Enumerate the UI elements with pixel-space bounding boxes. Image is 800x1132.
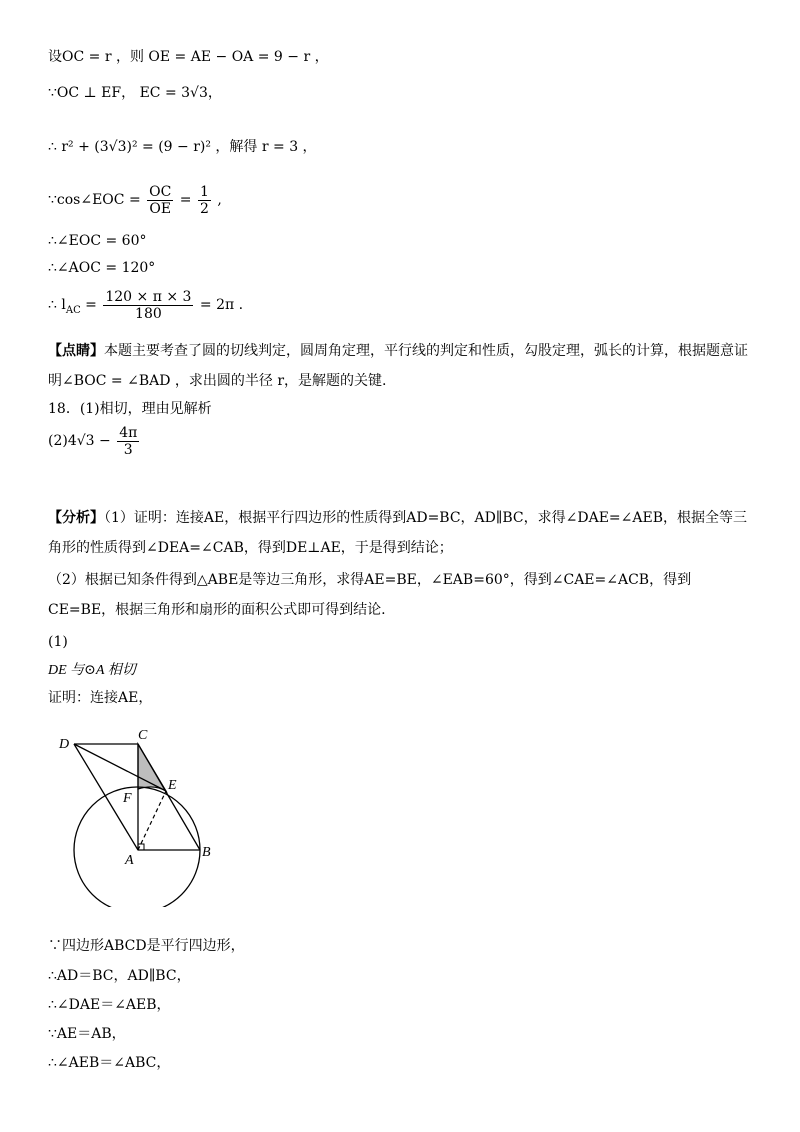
frac-num: 4π [119, 424, 138, 441]
frac-den: OE [149, 200, 172, 217]
segment-cb [138, 744, 200, 850]
proof-line-3: ∴∠DAE＝∠AEB， [48, 997, 171, 1013]
frac-num: OC [149, 183, 172, 200]
frac-den: 2 [199, 200, 209, 217]
line-aoc-120: ∴∠AOC = 120° [48, 260, 156, 276]
line-pythagoras [48, 137, 317, 157]
solve-r: ，解得 r = 3 ， [215, 139, 317, 155]
dianjing-paragraph [48, 336, 758, 396]
label-f: F [123, 791, 132, 806]
geometry-figure [56, 722, 236, 907]
fenxi-p2: （2）根据已知条件得到△ABE是等边三角形，求得AE=BE，∠EAB=60°，得到∠CAE=∠ACB，得到CE=BE，根据三角形和扇形的面积公式即可得到结论. [48, 572, 692, 618]
fenxi-label: 【分析】 [48, 510, 104, 526]
proof-line-5: ∴∠AEB＝∠ABC， [48, 1055, 171, 1071]
frac-den: 3 [123, 441, 133, 458]
arc-subscript: AC [65, 304, 81, 316]
frac-den: 180 [135, 305, 162, 322]
proof-line-4: ∵AE＝AB， [48, 1026, 126, 1042]
arc-result: = 2π . [199, 297, 244, 313]
part1-label: (1) [48, 634, 68, 650]
proof-line-1: ∵四边形ABCD是平行四边形， [48, 938, 245, 954]
frac-num: 120 × π × 3 [105, 288, 192, 305]
ec-value: EC = 3√3 [139, 85, 208, 101]
line-oc-perp-ef: ∵OC ⊥ EF， EC = 3√3， [48, 85, 222, 101]
label-c: C [138, 728, 148, 743]
fenxi-paragraph [48, 503, 758, 563]
part1-proof-start: 证明：连接AE， [48, 690, 153, 706]
dianjing-text: 本题主要考查了圆的切线判定，圆周角定理，平行线的判定和性质，勾股定理，弧长的计算，根据题意证明∠BOC = ∠BAD ，求出圆的半径 r，是解题的关键. [48, 343, 748, 389]
part1-conclusion: DE 与⊙A 相切 [48, 663, 136, 678]
pythagoras-eq: ∴ r² + (3√3)² = (9 − r)² [48, 139, 211, 155]
label-e: E [168, 778, 177, 793]
fraction-arc [103, 289, 193, 322]
line-eoc-60: ∴∠EOC = 60° [48, 233, 147, 249]
label-d: D [59, 737, 70, 752]
dianjing-label: 【点睛】 [48, 343, 104, 359]
label-a: A [125, 853, 134, 868]
fraction-4pi-3 [117, 425, 139, 458]
oc-perp-ef: ∵OC ⊥ EF [48, 85, 122, 101]
proof-line-2: ∴AD＝BC，AD∥BC， [48, 968, 191, 984]
fraction-one-half [198, 184, 211, 217]
fenxi-paragraph-2 [48, 565, 758, 625]
q18-answer-2 [48, 424, 141, 458]
q18-title: 18．(1)相切，理由见解析 [48, 401, 212, 417]
line-cos-eoc [48, 183, 222, 217]
segment-ae-dashed [138, 791, 166, 850]
equals: = [85, 297, 97, 313]
frac-num: 1 [199, 183, 209, 200]
circle-a [74, 787, 200, 907]
arc-l: ∴ l [48, 297, 66, 313]
fenxi-p1: （1）证明：连接AE，根据平行四边形的性质得到AD=BC，AD∥BC，求得∠DAE=∠AEB，根据全等三角形的性质得到∠DEA=∠CAB，得到DE⊥AE，于是得到结论； [48, 510, 747, 556]
cos-label: ∵cos∠EOC = [48, 192, 141, 208]
fraction-oc-oe [147, 184, 173, 217]
comma: , [217, 192, 222, 208]
equals: = [179, 192, 192, 208]
line-arc-length [48, 288, 243, 328]
answer-prefix: (2)4√3 − [48, 433, 111, 449]
line-oc-r: 设OC = r ，则 OE = AE − OA = 9 − r ， [48, 49, 329, 65]
label-b: B [202, 845, 211, 860]
